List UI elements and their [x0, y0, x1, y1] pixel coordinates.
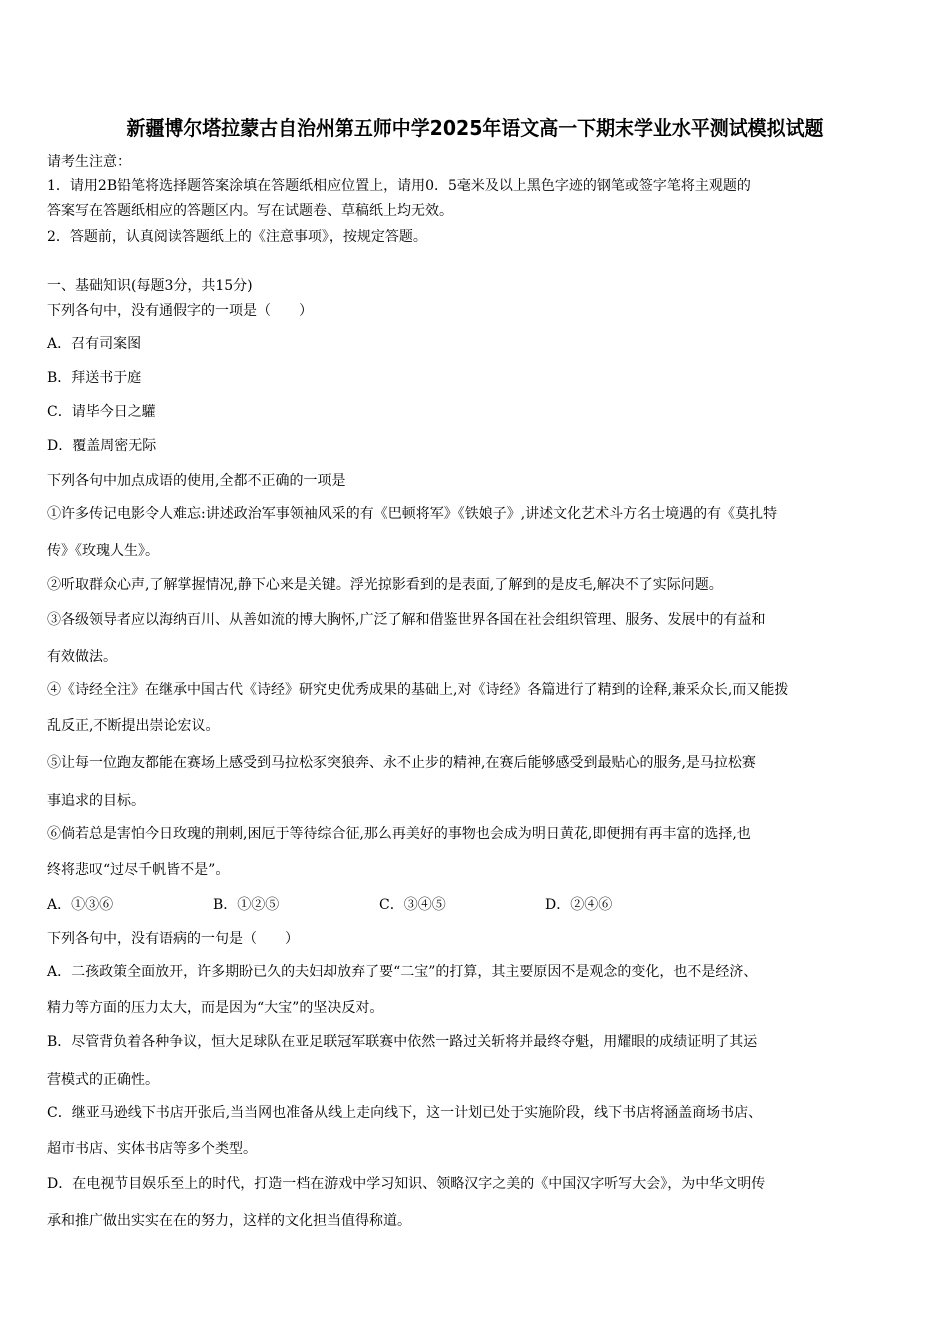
q2-item-6-line-1: ⑥倘若总是害怕今日玫瑰的荆刺,困厄于等待综合征,那么再美好的事物也会成为明日黄花,即便拥有再丰富的选择,也	[47, 826, 751, 842]
section-1-heading: 一、基础知识(每题3分，共15分)	[47, 278, 253, 294]
q3-option-a-line-1: A．二孩政策全面放开，许多期盼已久的夫妇却放弃了要“二宝”的打算，其主要原因不是观念的变化，也不是经济、	[47, 964, 758, 980]
q2-options	[47, 895, 612, 915]
q2-item-3-line-2: 有效做法。	[47, 649, 117, 665]
q1-option-d: D．覆盖周密无际	[47, 438, 157, 454]
q1-option-b: B．拜送书于庭	[47, 370, 142, 386]
q2-option-d: D．②④⑥	[545, 897, 613, 913]
q2-option-a: A．①③⑥	[47, 897, 114, 913]
q3-option-c-line-2: 超市书店、实体书店等多个类型。	[47, 1141, 257, 1157]
q3-option-b-line-1: B．尽管背负着各种争议，恒大足球队在亚足联冠军联赛中依然一路过关斩将并最终夺魁，用耀眼的成绩证明了其运	[47, 1034, 758, 1050]
q2-item-1-line-1: ①许多传记电影令人难忘:讲述政治军事领袖风采的有《巴顿将军》《铁娘子》,讲述文化艺术斗方名士境遇的有《莫扎特	[47, 506, 778, 522]
notice-item-1-line-1: 1．请用2B铅笔将选择题答案涂填在答题纸相应位置上，请用0．5毫米及以上黑色字迹的钢笔或签字笔将主观题的	[47, 178, 751, 194]
q3-option-a-line-2: 精力等方面的压力太大，而是因为“大宝”的坚决反对。	[47, 1000, 384, 1016]
notice-item-1-line-2: 答案写在答题纸相应的答题区内。写在试题卷、草稿纸上均无效。	[47, 203, 453, 219]
q3-option-c-line-1: C．继亚马逊线下书店开张后,当当网也准备从线上走向线下，这一计划已处于实施阶段，线下书店将涵盖商场书店、	[47, 1105, 763, 1121]
q1-option-c: C．请毕今日之驩	[47, 404, 156, 420]
q3-option-d-line-1: D．在电视节目娱乐至上的时代，打造一档在游戏中学习知识、领略汉字之美的《中国汉字听写大会》，为中华文明传	[47, 1176, 766, 1192]
q2-item-2: ②听取群众心声,了解掌握情况,静下心来是关键。浮光掠影看到的是表面,了解到的是皮毛,解决不了实际问题。	[47, 577, 723, 593]
q3-option-d-line-2: 承和推广做出实实在在的努力，这样的文化担当值得称道。	[47, 1213, 411, 1229]
q1-stem: 下列各句中，没有通假字的一项是（ ）	[47, 303, 313, 319]
q2-item-5-line-2: 事追求的目标。	[47, 793, 145, 809]
q2-item-4-line-1: ④《诗经全注》在继承中国古代《诗经》研究史优秀成果的基础上,对《诗经》各篇进行了精到的诠释,兼采众长,而又能拨	[47, 682, 789, 698]
q2-item-4-line-2: 乱反正,不断提出崇论宏议。	[47, 718, 220, 734]
q2-item-3-line-1: ③各级领导者应以海纳百川、从善如流的博大胸怀,广泛了解和借鉴世界各国在社会组织管理、服务、发展中的有益和	[47, 612, 766, 628]
q3-option-b-line-2: 营模式的正确性。	[47, 1072, 159, 1088]
q1-option-a: A．召有司案图	[47, 336, 142, 352]
q3-stem: 下列各句中，没有语病的一句是（ ）	[47, 931, 299, 947]
q2-item-6-line-2: 终将悲叹“过尽千帆皆不是”。	[47, 862, 230, 878]
q2-stem: 下列各句中加点成语的使用,全都不正确的一项是	[47, 473, 346, 489]
q2-item-5-line-1: ⑤让每一位跑友都能在赛场上感受到马拉松豕突狼奔、永不止步的精神,在赛后能够感受到最贴心的服务,是马拉松赛	[47, 755, 756, 771]
notice-heading: 请考生注意：	[47, 154, 131, 170]
notice-item-2: 2．答题前，认真阅读答题纸上的《注意事项》，按规定答题。	[47, 229, 427, 245]
q2-option-c: C．③④⑤	[379, 897, 446, 913]
q2-item-1-line-2: 传》《玫瑰人生》。	[47, 543, 159, 559]
page-title: 新疆博尔塔拉蒙古自治州第五师中学2025年语文高一下期末学业水平测试模拟试题	[126, 116, 824, 140]
q2-option-b: B．①②⑤	[213, 897, 280, 913]
